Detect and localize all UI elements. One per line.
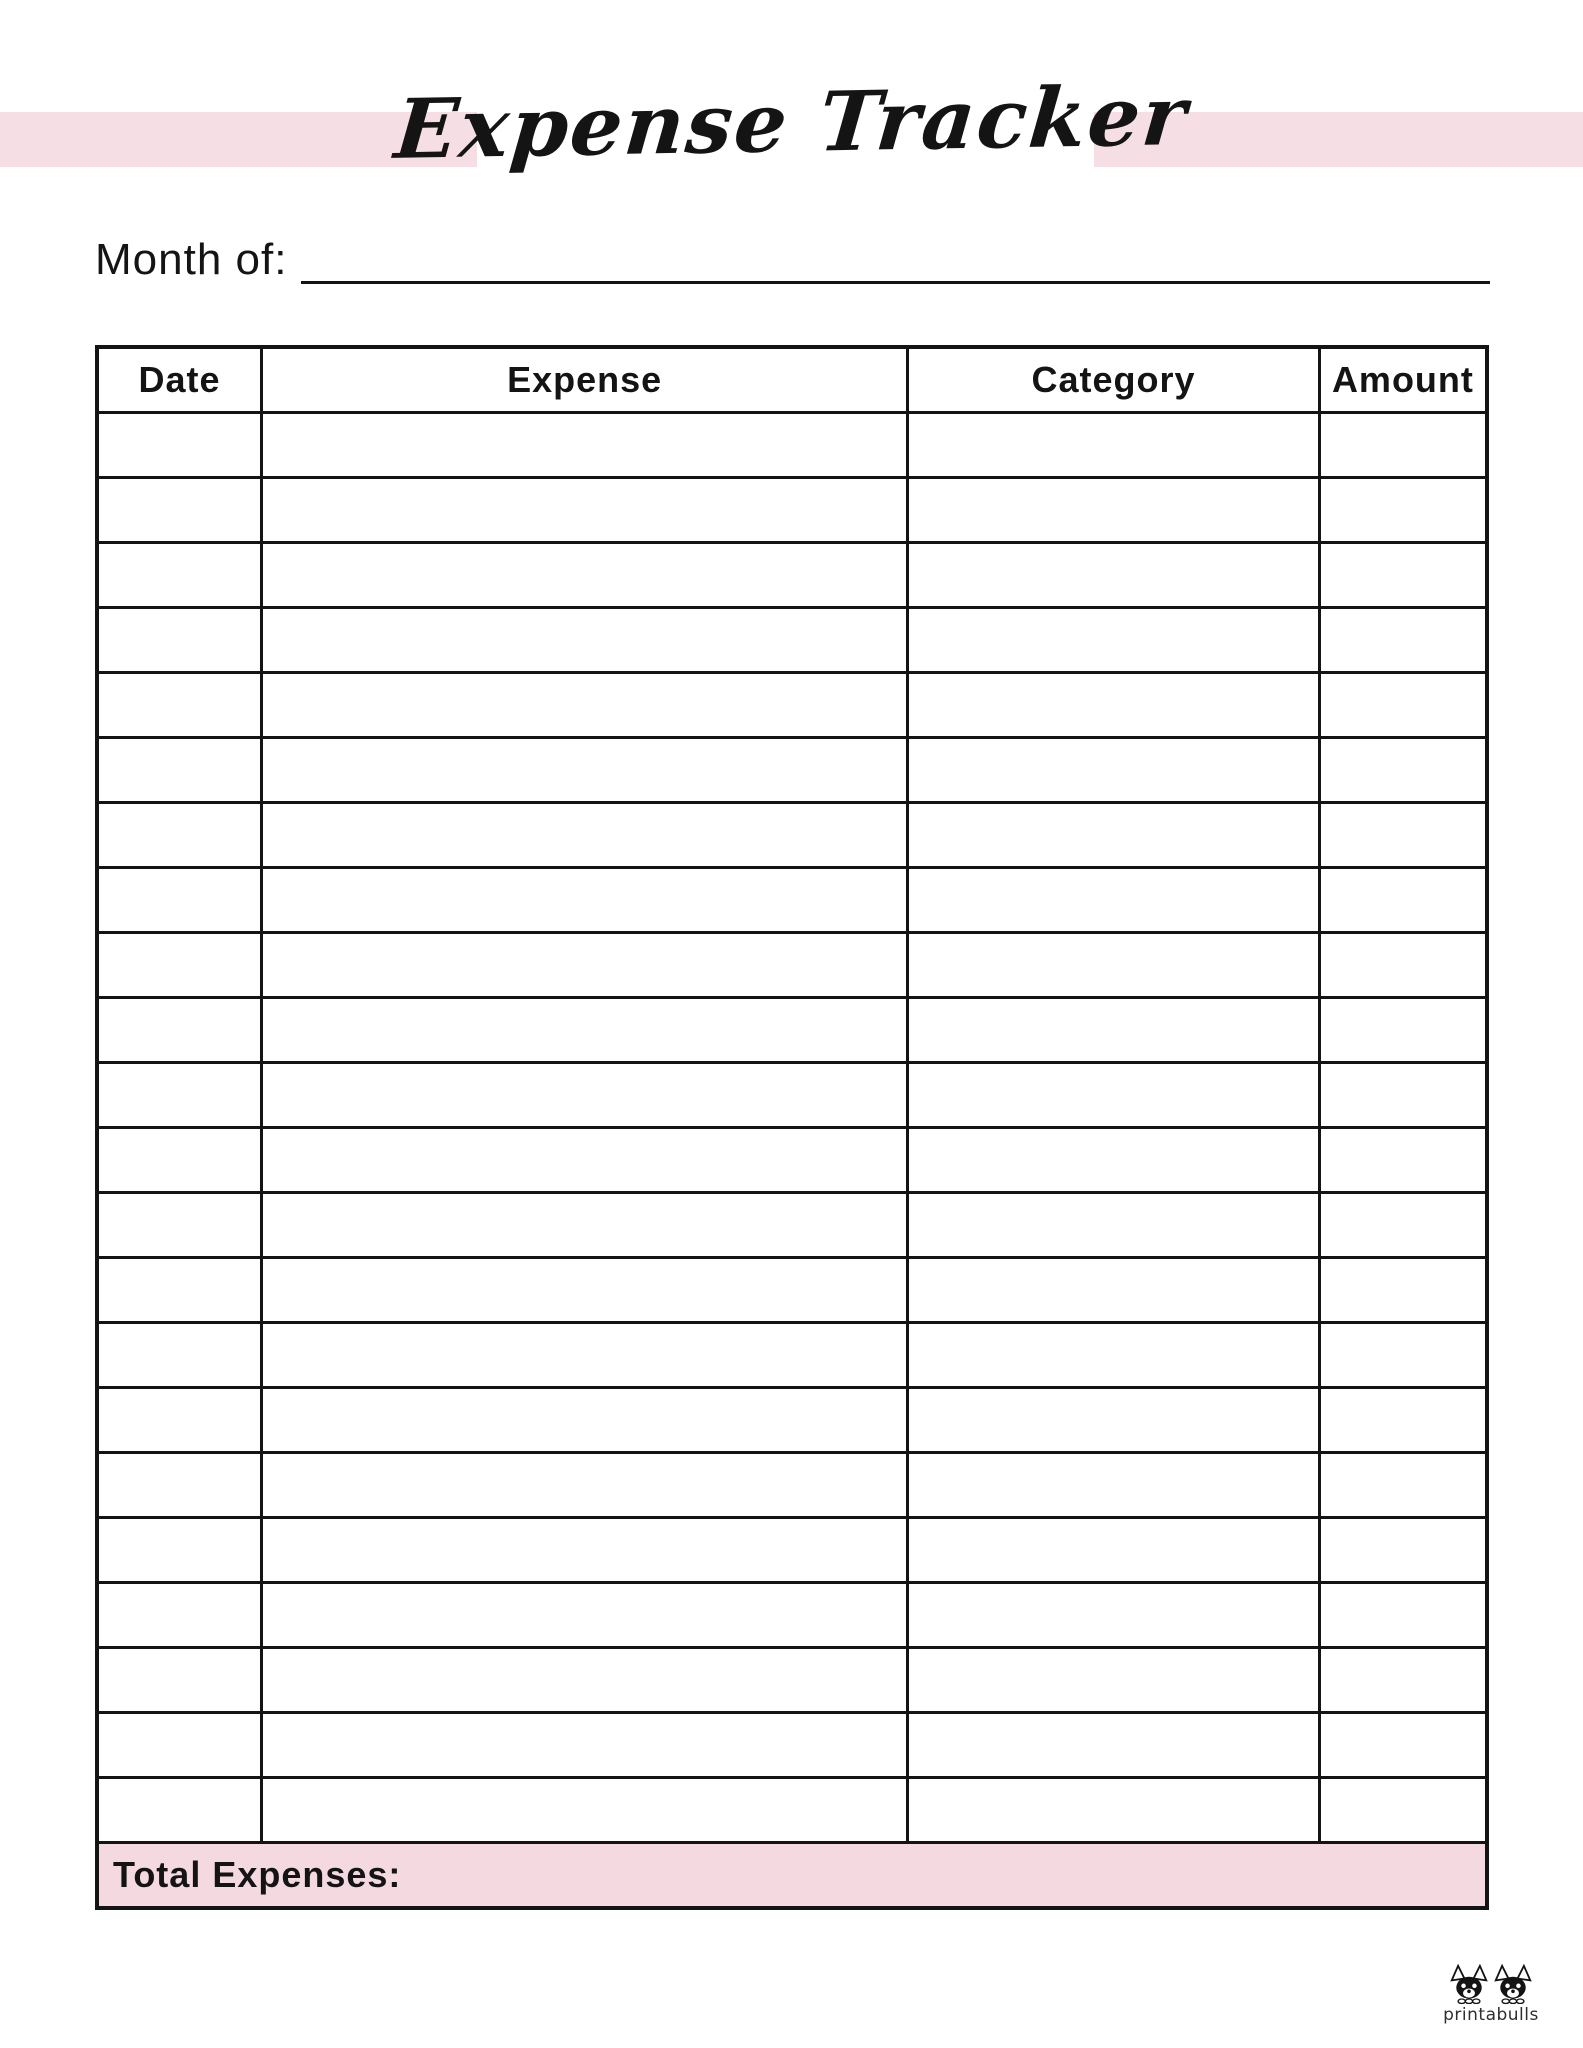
cell-category[interactable] [908,543,1320,608]
cell-date[interactable] [97,1063,262,1128]
cell-amount[interactable] [1319,933,1487,998]
expense-row [97,738,1487,803]
cell-amount[interactable] [1319,1323,1487,1388]
column-header-expense: Expense [262,347,908,413]
cell-amount[interactable] [1319,1258,1487,1323]
cell-category[interactable] [908,1713,1320,1778]
expense-table-header [97,347,1487,413]
month-row [95,235,1490,284]
cell-amount[interactable] [1319,1453,1487,1518]
cell-expense[interactable] [262,1583,908,1648]
cell-expense[interactable] [262,1388,908,1453]
cell-amount[interactable] [1319,1518,1487,1583]
cell-category[interactable] [908,1453,1320,1518]
column-header-amount: Amount [1319,347,1487,413]
cell-expense[interactable] [262,803,908,868]
expense-row [97,1193,1487,1258]
cell-category[interactable] [908,1778,1320,1843]
cell-date[interactable] [97,1778,262,1843]
expense-row [97,803,1487,868]
cell-category[interactable] [908,1583,1320,1648]
month-input-line[interactable] [301,241,1490,284]
cell-expense[interactable] [262,1128,908,1193]
cell-date[interactable] [97,1453,262,1518]
cell-expense[interactable] [262,868,908,933]
cell-date[interactable] [97,673,262,738]
cell-amount[interactable] [1319,1778,1487,1843]
cell-category[interactable] [908,998,1320,1063]
cell-expense[interactable] [262,608,908,673]
cell-date[interactable] [97,803,262,868]
cell-amount[interactable] [1319,803,1487,868]
expense-row [97,1453,1487,1518]
cell-expense[interactable] [262,1193,908,1258]
expense-row [97,1063,1487,1128]
expense-row [97,413,1487,478]
cell-category[interactable] [908,1323,1320,1388]
header-row [97,347,1487,413]
cell-expense[interactable] [262,543,908,608]
cell-category[interactable] [908,868,1320,933]
cell-date[interactable] [97,1258,262,1323]
total-expenses-row [97,1843,1487,1909]
cell-category[interactable] [908,803,1320,868]
expense-row [97,543,1487,608]
cell-amount[interactable] [1319,543,1487,608]
cell-date[interactable] [97,1583,262,1648]
page-title: Expense Tracker [391,68,1192,178]
cell-amount[interactable] [1319,673,1487,738]
expense-row [97,933,1487,998]
bulldog-icon [1491,1964,1535,2004]
cell-amount[interactable] [1319,1648,1487,1713]
cell-amount[interactable] [1319,478,1487,543]
cell-expense[interactable] [262,478,908,543]
cell-expense[interactable] [262,933,908,998]
cell-date[interactable] [97,478,262,543]
expense-row [97,868,1487,933]
expense-row [97,1583,1487,1648]
expense-row [97,1258,1487,1323]
cell-date[interactable] [97,1193,262,1258]
cell-date[interactable] [97,1128,262,1193]
cell-date[interactable] [97,1648,262,1713]
bulldog-icons [1443,1964,1539,2004]
cell-expense[interactable] [262,998,908,1063]
cell-category[interactable] [908,413,1320,478]
cell-date[interactable] [97,1518,262,1583]
column-header-category: Category [908,347,1320,413]
cell-date[interactable] [97,1388,262,1453]
cell-amount[interactable] [1319,413,1487,478]
cell-expense[interactable] [262,1258,908,1323]
cell-category[interactable] [908,1128,1320,1193]
cell-expense[interactable] [262,1453,908,1518]
expense-row [97,1388,1487,1453]
expense-table-body [97,413,1487,1843]
cell-date[interactable] [97,1323,262,1388]
expense-row [97,673,1487,738]
cell-category[interactable] [908,673,1320,738]
cell-amount[interactable] [1319,608,1487,673]
cell-expense[interactable] [262,673,908,738]
cell-date[interactable] [97,868,262,933]
printabulls-wordmark: printabulls [1443,2005,1539,2025]
cell-category[interactable] [908,933,1320,998]
cell-amount[interactable] [1319,1388,1487,1453]
cell-amount[interactable] [1319,868,1487,933]
cell-expense[interactable] [262,1323,908,1388]
cell-date[interactable] [97,413,262,478]
expense-row [97,998,1487,1063]
cell-amount[interactable] [1319,1193,1487,1258]
cell-date[interactable] [97,1713,262,1778]
expense-row [97,1128,1487,1193]
cell-expense[interactable] [262,738,908,803]
cell-category[interactable] [908,608,1320,673]
expense-row [97,1323,1487,1388]
cell-amount[interactable] [1319,1128,1487,1193]
cell-category[interactable] [908,1258,1320,1323]
cell-expense[interactable] [262,1713,908,1778]
cell-date[interactable] [97,608,262,673]
cell-amount[interactable] [1319,1583,1487,1648]
cell-expense[interactable] [262,1063,908,1128]
cell-category[interactable] [908,1648,1320,1713]
cell-expense[interactable] [262,1778,908,1843]
cell-expense[interactable] [262,413,908,478]
cell-date[interactable] [97,543,262,608]
total-expenses-label: Total Expenses: [113,1854,402,1895]
bulldog-icon [1447,1964,1491,2004]
cell-amount[interactable] [1319,1713,1487,1778]
cell-category[interactable] [908,738,1320,803]
column-header-date: Date [97,347,262,413]
expense-row [97,1518,1487,1583]
expense-row [97,478,1487,543]
month-label: Month of: [95,235,288,284]
cell-category[interactable] [908,1063,1320,1128]
expense-row [97,608,1487,673]
printabulls-logo [1443,1964,1539,2025]
cell-category[interactable] [908,1518,1320,1583]
cell-date[interactable] [97,998,262,1063]
cell-date[interactable] [97,738,262,803]
cell-expense[interactable] [262,1518,908,1583]
total-expenses-cell[interactable] [97,1843,1487,1909]
cell-amount[interactable] [1319,998,1487,1063]
cell-expense[interactable] [262,1648,908,1713]
cell-amount[interactable] [1319,1063,1487,1128]
cell-category[interactable] [908,1193,1320,1258]
expense-row [97,1713,1487,1778]
expense-row [97,1648,1487,1713]
expense-table-footer [97,1843,1487,1909]
cell-date[interactable] [97,933,262,998]
expense-table [95,345,1489,1910]
cell-category[interactable] [908,478,1320,543]
cell-category[interactable] [908,1388,1320,1453]
cell-amount[interactable] [1319,738,1487,803]
expense-row [97,1778,1487,1843]
